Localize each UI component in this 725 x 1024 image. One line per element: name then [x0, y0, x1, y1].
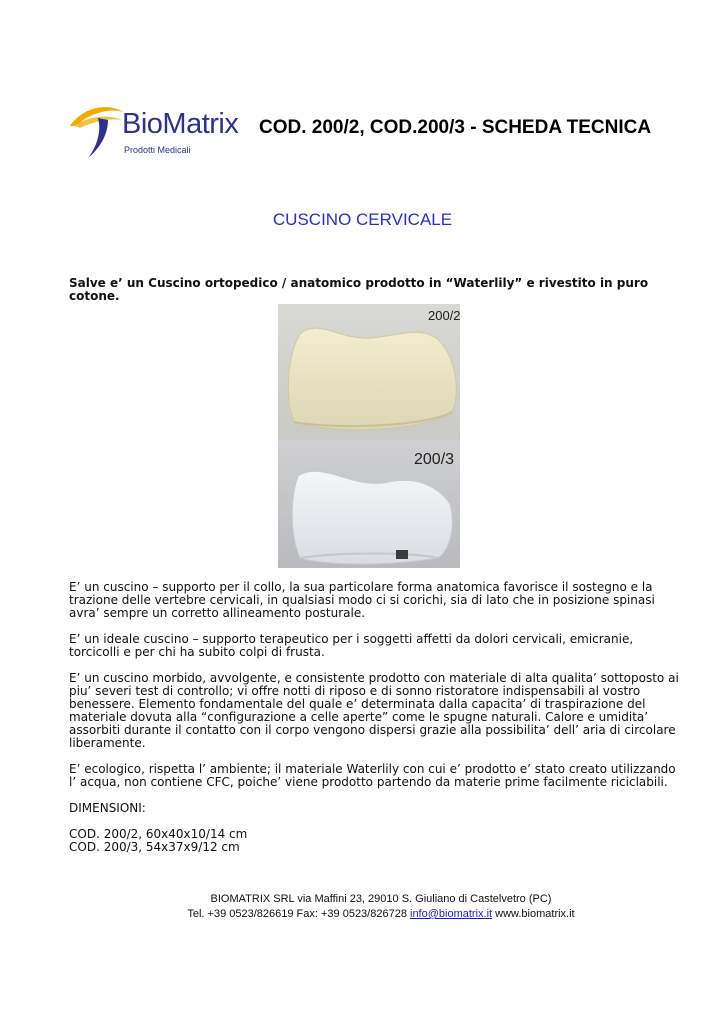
paragraph-therapeutic: E’ un ideale cuscino – supporto terapeutico per i soggetti affetti da dolori cervicali, emicranie, torcicolli e per chi ha subito colpi di frusta.: [69, 632, 634, 659]
pillow-tag: [396, 550, 408, 559]
page-title: COD. 200/2, COD.200/3 - SCHEDA TECNICA: [259, 117, 652, 138]
paragraph-support: E’ un cuscino – supporto per il collo, la sua particolare forma anatomica favorisce il sostegno e la trazione delle vertebre cervicali, in qualsiasi modo ci si corichi, sia di lato che in posizione spinasi avra’ sempre un corretto allineamento posturale.: [69, 580, 655, 620]
footer-contacts: [0, 907, 725, 922]
logo-tagline: Prodotti Medicali: [124, 145, 191, 155]
company-logo: [68, 96, 239, 162]
pillow-200-3: [292, 471, 452, 564]
footer-website[interactable]: www.biomatrix.it: [495, 908, 575, 920]
logo-wordmark: BioMatrix: [122, 108, 239, 140]
intro-text: Salve e’ un Cuscino ortopedico / anatomico prodotto in “Waterlily” e rivestito in puro cotone.: [69, 276, 649, 303]
paragraph-ecological: E’ ecologico, rispetta l’ ambiente; il materiale Waterlily con cui e’ prodotto e’ stato creato utilizzando l’ acqua, non contiene CFC, poiche’ viene prodotto partendo da materie prime facilmente riciclabili.: [69, 762, 676, 789]
footer: [0, 892, 725, 922]
footer-address: BIOMATRIX SRL via Maffini 23, 29010 S. Giuliano di Castelvetro (PC): [210, 893, 552, 905]
product-subtitle: CUSCINO CERVICALE: [272, 210, 453, 229]
dimensions-heading: DIMENSIONI:: [69, 801, 146, 815]
dimensions-200-2: COD. 200/2, 60x40x10/14 cm: [69, 827, 248, 841]
label-200-2: 200/2: [428, 308, 460, 323]
paragraph-quality: E’ un cuscino morbido, avvolgente, e consistente prodotto con materiale di alta qualita’ sottoposto ai piu’ severi test di controllo; vi offre notti di riposo e di sonno ristoratore indispensabili al vostro benessere. Elemento fondamentale del quale e’ determinata dalla capacita’ di traspirazione del materiale dovuta alla “configurazione a celle aperte” come le spugne naturali. Calore e umidita’ assorbiti durante il contatto con il corpo vengono dispersi grazie alla possibilita’ dell’ aria di circolare liberamente.: [69, 671, 679, 750]
logo-swoosh-icon: [68, 96, 128, 162]
email-link[interactable]: info@biomatrix.it: [410, 908, 493, 920]
pillow-200-2: [288, 328, 456, 430]
dimensions-200-3: COD. 200/3, 54x37x9/12 cm: [69, 840, 240, 854]
label-200-3: 200/3: [414, 451, 455, 468]
footer-phones: Tel. +39 0523/826619 Fax: +39 0523/826728: [187, 908, 407, 920]
description: [69, 581, 681, 854]
product-photo: [278, 304, 460, 568]
